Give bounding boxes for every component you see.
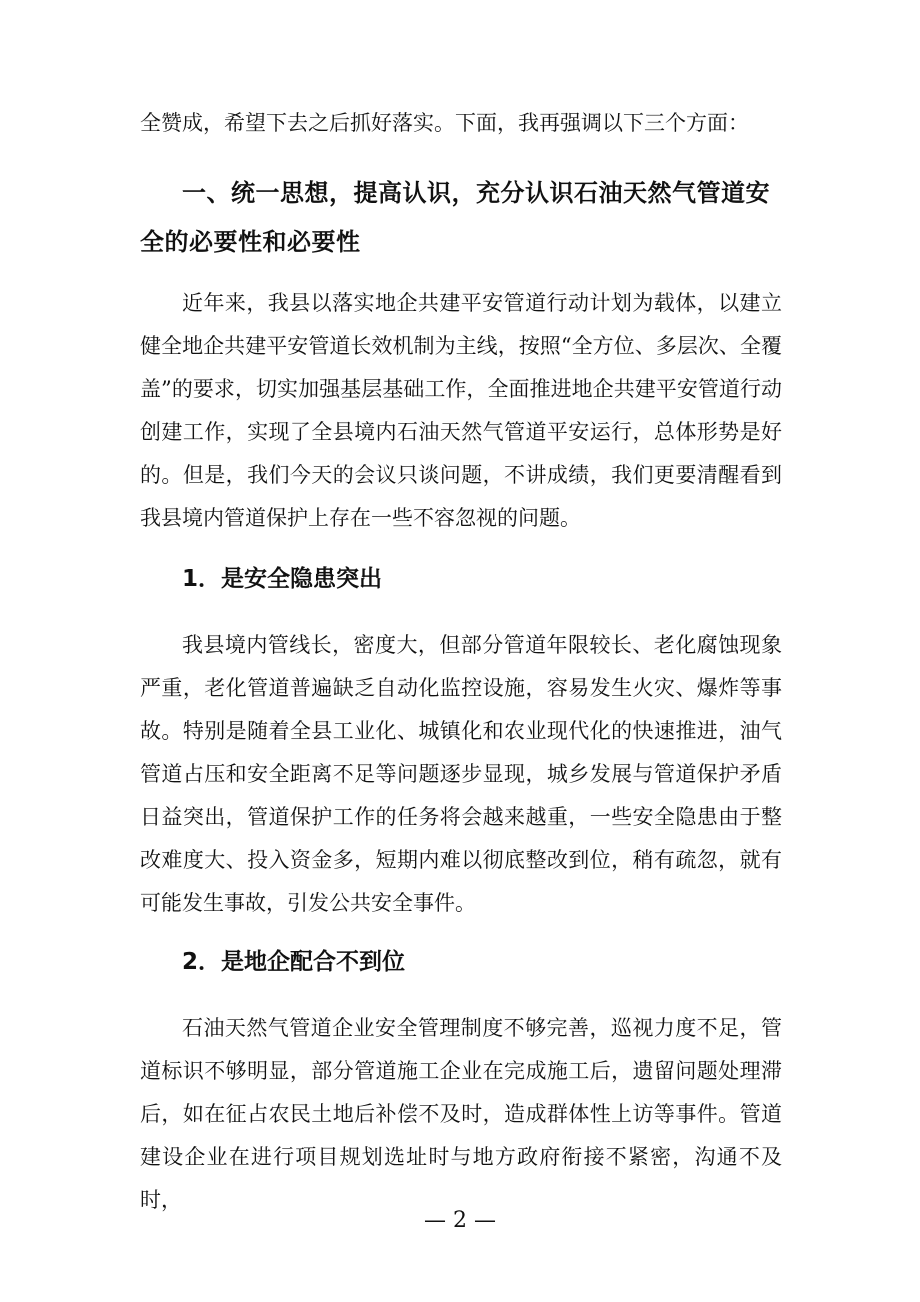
subheading-2: 2．是地企配合不到位 [182, 949, 406, 975]
page-number: — 2 — [424, 1208, 496, 1233]
section-heading: 一、统一思想，提高认识，充分认识石油天然气管道安全的必要性和必要性 [140, 179, 770, 256]
paragraph-1: 近年来，我县以落实地企共建平安管道行动计划为载体，以建立健全地企共建平安管道长效机制为主线，按照“全方位、多层次、全覆盖”的要求，切实加强基层基础工作，全面推进地企共建平安管道行动创建工作，实现了全县境内石油天然气管道平安运行，总体形势是好的。但是，我们今天的会议只谈问题，不讲成绩，我们更要清醒看到我县境内管道保护上存在一些不容忽视的问题。 [140, 291, 782, 530]
subheading-1: 1．是安全隐患突出 [182, 566, 383, 592]
opening-line: 全赞成，希望下去之后抓好落实。下面，我再强调以下三个方面： [140, 111, 749, 135]
paragraph-3: 石油天然气管道企业安全管理制度不够完善，巡视力度不足，管道标识不够明显，部分管道施工企业在完成施工后，遗留问题处理滞后，如在征占农民土地后补偿不及时，造成群体性上访等事件。管道建设企业在进行项目规划选址时与地方政府衔接不紧密，沟通不及时， [140, 1016, 782, 1212]
paragraph-2: 我县境内管线长，密度大，但部分管道年限较长、老化腐蚀现象严重，老化管道普遍缺乏自动化监控设施，容易发生火灾、爆炸等事故。特别是随着全县工业化、城镇化和农业现代化的快速推进，油气管道占压和安全距离不足等问题逐步显现，城乡发展与管道保护矛盾日益突出，管道保护工作的任务将会越来越重，一些安全隐患由于整改难度大、投入资金多，短期内难以彻底整改到位，稍有疏忽，就有可能发生事故，引发公共安全事件。 [140, 633, 782, 915]
